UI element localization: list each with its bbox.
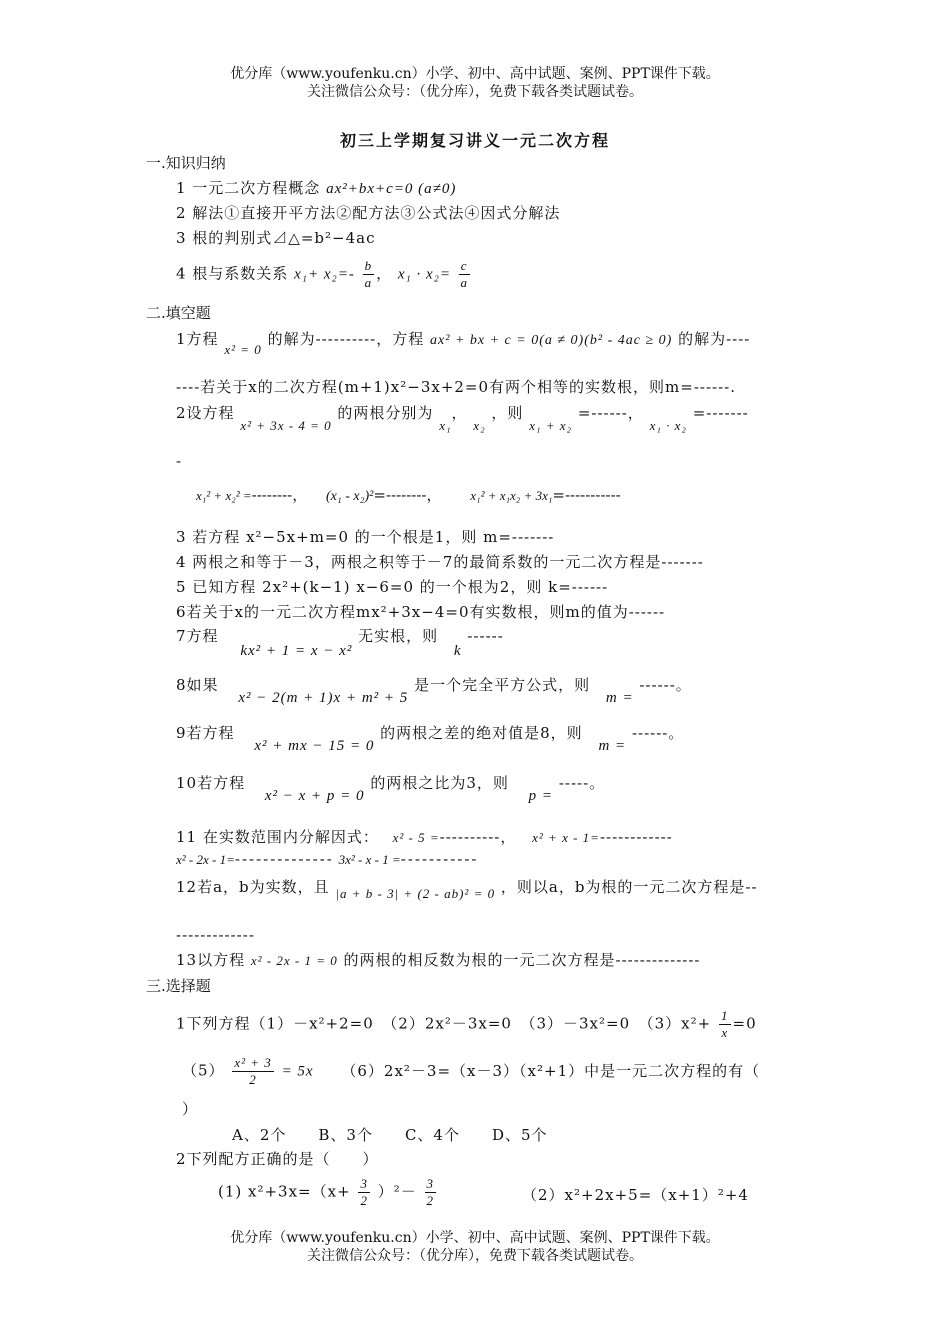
question-5: 5 已知方程 2x²+(k−1) x−6=0 的一个根为2，则 k=------: [176, 578, 609, 596]
knowledge-item-2: 2 解法①直接开平方法②配方法③公式法④因式分解法: [176, 204, 561, 222]
question-9: 9若方程 x² + mx − 15 = 0 的两根之差的绝对值是8，则 m = ------。: [176, 724, 685, 754]
question-11: 11 在实数范围内分解因式： x² - 5 =----------， x² + x - 1=------------: [176, 828, 673, 846]
question-6: 6若关于x的一元二次方程mx²+3x−4=0有实数根，则m的值为------: [176, 603, 666, 621]
quadratic-definition-formula: ax²+bx+c=0 (a≠0): [326, 181, 457, 197]
question-2-formulas: x₁² + x₂² =--------， (x₁ - x₂)²=--------， x₁² + x₁x₂ + 3x₁=-----------: [196, 486, 621, 504]
question-3: 3 若方程 x²−5x+m=0 的一个根是1，则 m=-------: [176, 528, 555, 546]
question-13: 13以方程 x² - 2x - 1 = 0 的两根的相反数为根的一元二次方程是--------------: [176, 951, 701, 969]
choice-question-1-close: ）: [182, 1100, 199, 1118]
choice-question-2: 2下列配方正确的是（ ）: [176, 1150, 379, 1168]
question-1: 1方程 x² = 0 的解为----------，方程 ax² + bx + c = 0(a ≠ 0)(b² - 4ac ≥ 0) 的解为----: [176, 330, 751, 357]
page-title: 初三上学期复习讲义一元二次方程: [339, 131, 610, 150]
section3-heading: 三.选择题: [146, 977, 211, 995]
choice-question-1-items: （5） $\frac{\text{x² + 3}}{2}$ = 5x （6）2x²－3=（x－3）（x²+1）中是一元二次方程的有（: [182, 1055, 761, 1087]
fraction-3-over-2-a: $\frac{3}{2}$: [360, 1176, 368, 1208]
fraction-3-over-2-b: $\frac{3}{2}$: [426, 1176, 435, 1208]
fraction-c-over-a: $\frac{c}{a}$: [460, 258, 468, 290]
header-line-2: 关注微信公众号：（优分库），免费下载各类试题试卷。: [307, 84, 643, 100]
choice-question-1-options: A、2个 B、3个 C、4个 D、5个: [232, 1126, 548, 1144]
knowledge-item-1: 1 一元二次方程概念 ax²+bx+c=0 (a≠0): [176, 179, 457, 197]
question-7: 7方程 kx² + 1 = x − x² 无实根，则 k ------: [176, 627, 504, 659]
equation-x-squared: x² = 0: [224, 342, 262, 357]
question-2-dash: -: [176, 452, 183, 470]
fraction-1-over-x: $\frac{1}{x}$: [721, 1008, 729, 1040]
fraction-x2plus3-over-2: $\frac{\text{x² + 3}}{2}$: [234, 1055, 272, 1087]
footer-line-1: 优分库（www.youfenku.cn）小学、初中、高中试题、案例、PPT课件下载。: [230, 1230, 720, 1246]
choice-question-2-option-2: （2）x²+2x+5=（x+1）²+4: [522, 1186, 749, 1204]
section1-heading: 一.知识归纳: [146, 154, 226, 172]
knowledge-item-4: 4 根与系数关系 x₁+ x₂=- $\frac{b}{a}$ ， x₁ · x₂= $\frac{c}{a}$: [176, 258, 468, 290]
question-1-continued: ----若关于x的二次方程(m+1)x²−3x+2=0有两个相等的实数根，则m=------.: [176, 378, 737, 396]
question-4: 4 两根之和等于－3，两根之积等于－7的最简系数的一元二次方程是-------: [176, 553, 704, 571]
fraction-b-over-a: $\frac{b}{a}$: [364, 258, 373, 290]
question-8: 8如果 x² − 2(m + 1)x + m² + 5 是一个完全平方公式，则 m = ------。: [176, 676, 692, 706]
choice-question-2-option-1: (1) x²+3x=（x+ $\frac{3}{2}$ ）²－ $\frac{3}{2}$: [218, 1176, 435, 1208]
equation-general-quadratic: ax² + bx + c = 0(a ≠ 0)(b² - 4ac ≥ 0): [430, 333, 673, 348]
section2-heading: 二.填空题: [146, 304, 211, 322]
question-10: 10若方程 x² − x + p = 0 的两根之比为3，则 p = -----。: [176, 774, 606, 804]
question-2: 2设方程 x² + 3x - 4 = 0 的两根分别为 x₁， x₂ ，则 x₁ + x₂ =------， x₁ · x₂ =-------: [176, 404, 749, 433]
choice-question-1: 1下列方程（1）－x²+2=0 （2）2x²－3x=0 （3）－3x²=0 （3）x²+ $\frac{1}{x}$ =0: [176, 1008, 757, 1040]
footer-line-2: 关注微信公众号：（优分库），免费下载各类试题试卷。: [307, 1248, 643, 1264]
knowledge-item-3: 3 根的判别式⊿△=b²−4ac: [176, 229, 376, 247]
question-12-continued: -------------: [176, 926, 255, 944]
header-line-1: 优分库（www.youfenku.cn）小学、初中、高中试题、案例、PPT课件下载。: [230, 66, 720, 82]
question-12: 12若a，b为实数，且 |a + b - 3| + (2 - ab)² = 0 ，则以a，b为根的一元二次方程是--: [176, 878, 758, 901]
question-11-continued: x² - 2x - 1=-------------- 3x² - x - 1 =-----------: [176, 850, 479, 868]
